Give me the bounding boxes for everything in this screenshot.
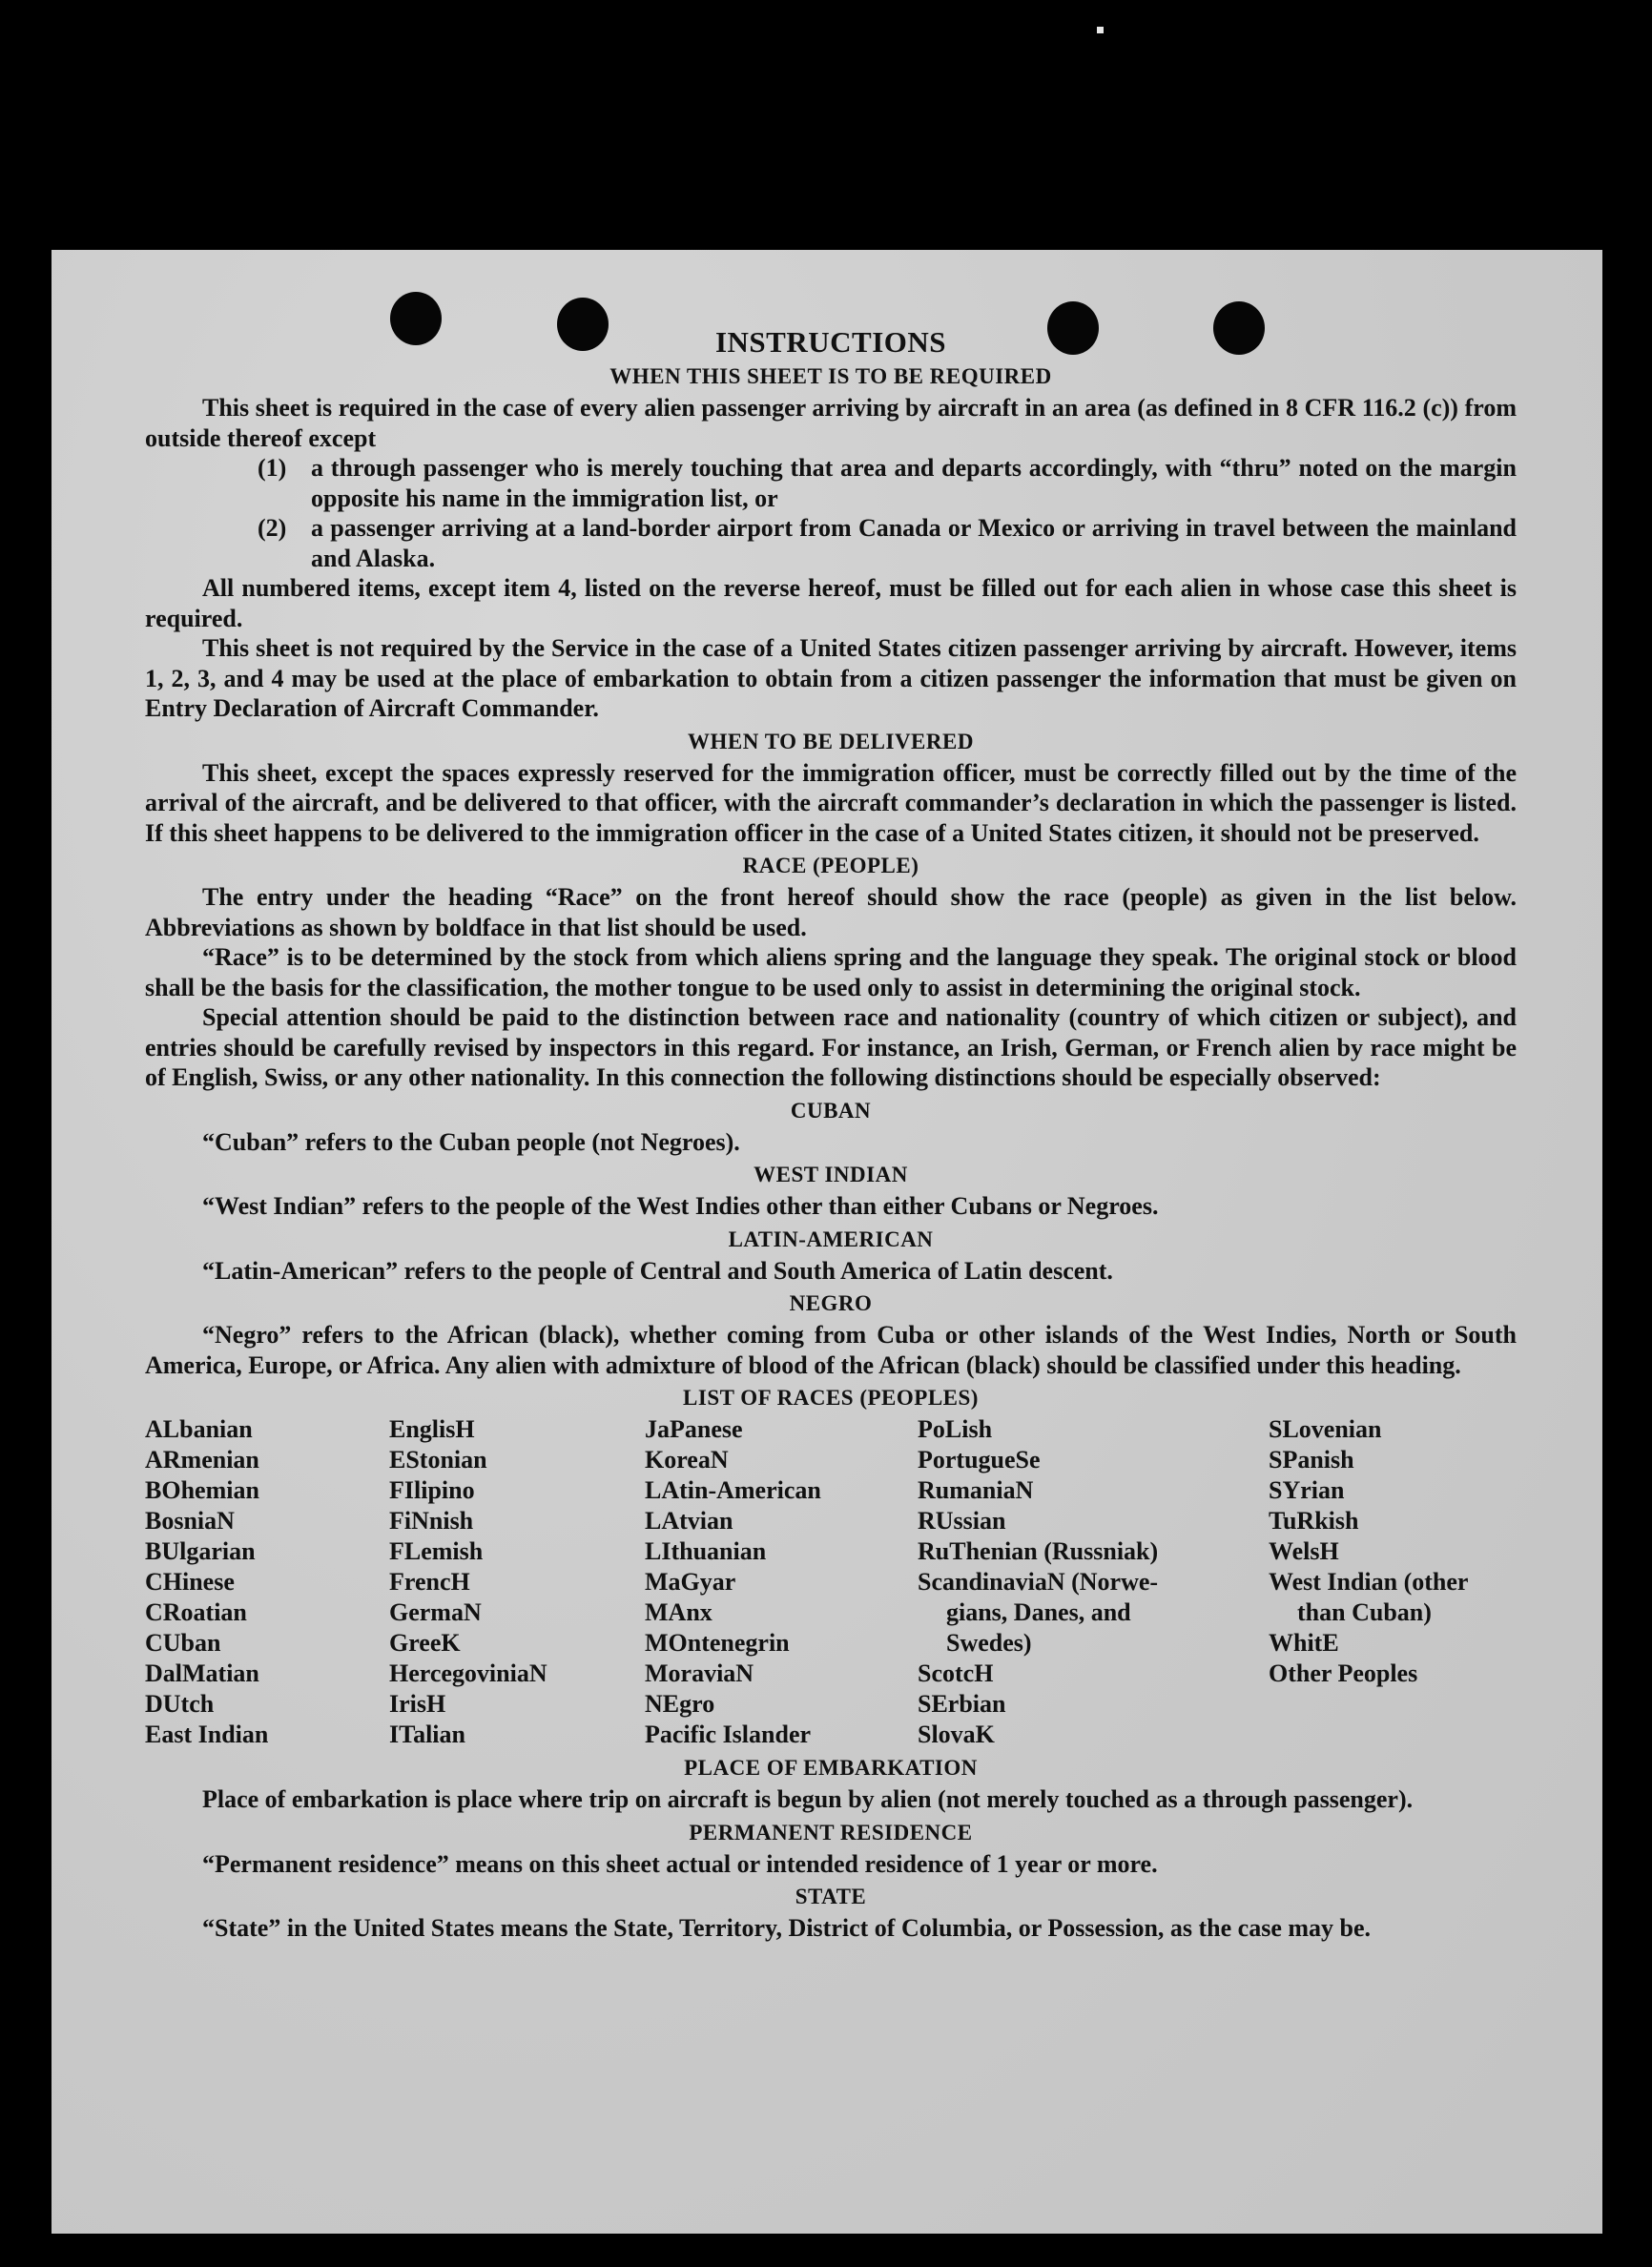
paragraph: Special attention should be paid to the distinction between race and nationality (country of which citizen or subject), and entries should be carefully revised by inspectors in this regard. For instance, an Irish, German, or French alien by race might be of English, Swiss, or any other nationality. In this connection the following distinctions should be especially observed: [145, 1003, 1517, 1091]
race-entry: LIthuanian [645, 1537, 767, 1565]
race-entry: SPanish [1269, 1446, 1354, 1474]
race-entry: ScotcH [918, 1659, 994, 1687]
race-entry: BosniaN [145, 1507, 235, 1535]
race-list [145, 1414, 1517, 1750]
section-heading: PLACE OF EMBARKATION [684, 1756, 978, 1780]
race-entry: WelsH [1269, 1537, 1339, 1565]
item-number: (2) [258, 514, 287, 542]
corner-mark [1097, 27, 1104, 33]
race-entry: JaPanese [645, 1415, 743, 1443]
paragraph: This sheet is required in the case of every alien passenger arriving by aircraft in an area (as defined in 8 CFR 116.2 (c)) from outside thereof except [145, 394, 1517, 452]
race-entry: BOhemian [145, 1476, 259, 1504]
race-entry: SYrian [1269, 1476, 1345, 1504]
race-entry: FrencH [389, 1568, 470, 1596]
paragraph: This sheet, except the spaces expressly reserved for the immigration officer, must be correctly filled out by the time of the arrival of the aircraft, and be delivered to that officer, with the aircraft commander’s declaration in which the passenger is listed. If this sheet happens to be delivered to the immigration officer in the case of a United States citizen, it should not be preserved. [145, 758, 1517, 847]
item-text: a through passenger who is merely touching that area and departs accordingly, with “thru” noted on the margin opposite his name in the immigration list, or [311, 454, 1517, 512]
race-entry: MOntenegrin [645, 1629, 790, 1657]
race-entry-west-indian [1269, 1567, 1517, 1628]
race-entry: RUssian [918, 1507, 1006, 1535]
race-entry: Other Peoples [1269, 1659, 1418, 1687]
paragraph: “Latin-American” refers to the people of Central and South America of Latin descent. [202, 1256, 1113, 1285]
race-entry: FiNnish [389, 1507, 474, 1535]
exception-item [145, 453, 1517, 513]
page-title: INSTRUCTIONS [714, 325, 946, 359]
race-entry: FLemish [389, 1537, 484, 1565]
race-entry: WhitE [1269, 1629, 1339, 1657]
race-entry: PortugueSe [918, 1446, 1041, 1474]
paragraph: “Race” is to be determined by the stock from which aliens spring and the language they speak. The original stock or blood shall be the basis for the classification, the mother tongue to be used only to assist in determining the original stock. [145, 943, 1517, 1001]
section-heading: LATIN-AMERICAN [728, 1226, 934, 1251]
section-heading: RACE (PEOPLE) [742, 854, 919, 877]
section-heading: LIST OF RACES (PEOPLES) [683, 1386, 979, 1410]
race-entry: HercegoviniaN [389, 1659, 547, 1687]
race-entry: CRoatian [145, 1598, 247, 1626]
race-column [145, 1414, 389, 1750]
race-entry: LAtvian [645, 1507, 733, 1535]
item-number: (1) [258, 454, 287, 482]
race-column [1269, 1414, 1517, 1750]
section-heading: PERMANENT RESIDENCE [689, 1820, 973, 1845]
race-entry: ARmenian [145, 1446, 259, 1474]
paragraph: This sheet is not required by the Service in the case of a United States citizen passenger arriving by aircraft. However, items 1, 2, 3, and 4 may be used at the place of embarkation to obtain from a citizen passenger the information that must be given on Entry Declaration of Aircraft Commander. [145, 634, 1517, 722]
exception-item [145, 513, 1517, 573]
race-entry-line: gians, Danes, and [946, 1598, 1131, 1626]
paragraph: The entry under the heading “Race” on the front hereof should show the race (people) as given in the list below. Abbreviations as shown by boldface in that list should be used. [145, 883, 1517, 941]
paragraph: “West Indian” refers to the people of the West Indies other than either Cubans or Negroes. [202, 1192, 1159, 1220]
race-entry: GermaN [389, 1598, 482, 1626]
race-entry: EStonian [389, 1446, 487, 1474]
race-entry: GreeK [389, 1629, 461, 1657]
race-entry-scandinavian [918, 1567, 1269, 1659]
race-entry: NEgro [645, 1690, 715, 1718]
race-entry-line: West Indian (other [1269, 1568, 1469, 1596]
paragraph: “Cuban” refers to the Cuban people (not Negroes). [202, 1127, 740, 1156]
race-entry: RuThenian (Russniak) [918, 1537, 1159, 1565]
race-entry: ALbanian [145, 1415, 253, 1443]
item-text: a passenger arriving at a land-border airport from Canada or Mexico or arriving in travel between the mainland and Alaska. [311, 514, 1517, 572]
section-heading: WEST INDIAN [754, 1163, 908, 1186]
race-entry: CHinese [145, 1568, 235, 1596]
paragraph: “Negro” refers to the African (black), whether coming from Cuba or other islands of the West Indies, North or South America, Europe, or Africa. Any alien with admixture of blood of the African (black) should be classified under this heading. [145, 1321, 1517, 1379]
race-entry: RumaniaN [918, 1476, 1034, 1504]
race-entry: KoreaN [645, 1446, 729, 1474]
race-entry: East Indian [145, 1721, 269, 1748]
section-heading: WHEN TO BE DELIVERED [688, 729, 974, 753]
race-entry-line: Swedes) [946, 1629, 1032, 1657]
race-entry-line: than Cuban) [1297, 1598, 1432, 1626]
paragraph: “Permanent residence” means on this sheet actual or intended residence of 1 year or more. [202, 1849, 1158, 1878]
race-entry: PoLish [918, 1415, 993, 1443]
section-heading: WHEN THIS SHEET IS TO BE REQUIRED [609, 364, 1052, 388]
instructions-content [145, 326, 1517, 1944]
race-entry: MAnx [645, 1598, 712, 1626]
paragraph: Place of embarkation is place where trip on aircraft is begun by alien (not merely touched as a through passenger). [202, 1785, 1414, 1813]
race-entry: BUlgarian [145, 1537, 256, 1565]
race-entry: SLovenian [1269, 1415, 1382, 1443]
section-heading: STATE [795, 1885, 867, 1908]
race-entry: Pacific Islander [645, 1721, 812, 1748]
race-entry: IrisH [389, 1690, 446, 1718]
race-entry: SlovaK [918, 1721, 995, 1748]
section-heading: NEGRO [789, 1291, 873, 1315]
paragraph: All numbered items, except item 4, listed on the reverse hereof, must be filled out for each alien in whose case this sheet is required. [145, 574, 1517, 632]
race-entry: ITalian [389, 1721, 465, 1748]
race-entry: FIlipino [389, 1476, 475, 1504]
race-entry-line: ScandinaviaN (Norwe- [918, 1568, 1159, 1596]
race-column [389, 1414, 645, 1750]
paragraph: “State” in the United States means the State, Territory, District of Columbia, or Possession, as the case may be. [202, 1914, 1372, 1942]
section-heading: CUBAN [790, 1098, 872, 1123]
document-sheet [52, 250, 1602, 2234]
race-column [918, 1414, 1269, 1750]
race-entry: LAtin-American [645, 1476, 821, 1504]
race-entry: DUtch [145, 1690, 215, 1718]
race-entry: CUban [145, 1629, 221, 1657]
race-entry: DalMatian [145, 1659, 259, 1687]
race-entry: MoraviaN [645, 1659, 754, 1687]
race-column [645, 1414, 918, 1750]
race-entry: EnglisH [389, 1415, 475, 1443]
race-entry: MaGyar [645, 1568, 736, 1596]
race-entry: SErbian [918, 1690, 1006, 1718]
race-entry: TuRkish [1269, 1507, 1359, 1535]
